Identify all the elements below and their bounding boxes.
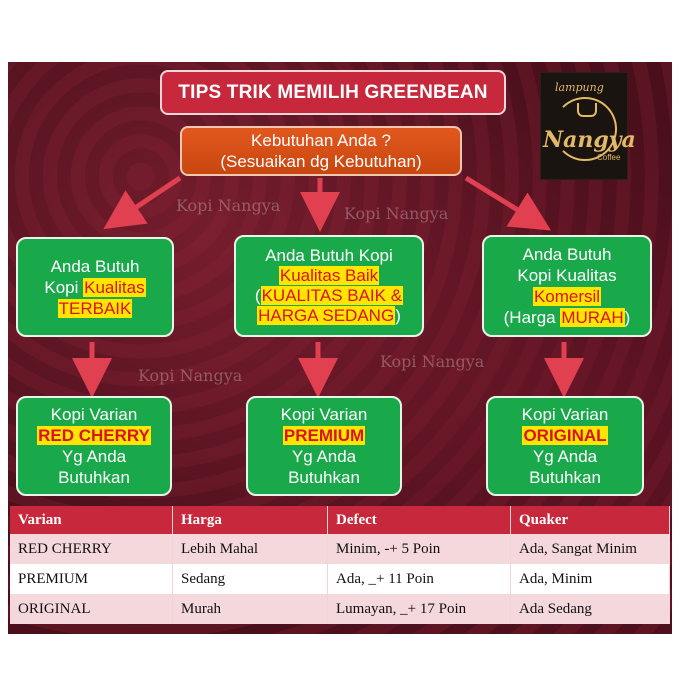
need-commercial-line2: Kopi Kualitas	[517, 266, 617, 285]
highlight: Kualitas	[84, 277, 145, 297]
need-good-line4-text: )	[395, 306, 401, 325]
arrow-need-to-right	[466, 178, 534, 220]
highlight: ORIGINAL	[523, 426, 607, 445]
table-cell: PREMIUM	[10, 564, 173, 594]
table-cell: Ada Sedang	[511, 594, 670, 624]
highlight: MURAH	[561, 308, 624, 327]
comparison-table	[10, 506, 670, 624]
logo-sub: Coffee	[597, 153, 621, 162]
variant-line3: Yg Anda	[291, 447, 357, 466]
watermark: Kopi Nangya	[176, 196, 281, 215]
need-commercial-line4	[484, 307, 650, 328]
variant-line3: Yg Anda	[532, 447, 598, 466]
need-good-line1: Anda Butuh Kopi	[265, 246, 393, 265]
variant-line2	[488, 425, 642, 446]
column-header: Quaker	[511, 506, 670, 534]
watermark: Kopi Nangya	[380, 352, 485, 371]
column-header: Harga	[173, 506, 328, 534]
variant-line2	[18, 425, 170, 446]
variant-line4: Butuhkan	[58, 468, 130, 487]
need-box-commercial	[482, 235, 652, 337]
highlight: PREMIUM	[283, 426, 365, 445]
need-line1: Kebutuhan Anda ?	[251, 131, 391, 150]
variant-line1: Kopi Varian	[280, 405, 368, 424]
need-commercial-line4-close: )	[624, 308, 631, 327]
table-cell: Murah	[173, 594, 328, 624]
table-cell: Sedang	[173, 564, 328, 594]
variant-line4: Butuhkan	[529, 468, 601, 487]
need-best-line3	[18, 298, 172, 319]
table-cell: Ada, Sangat Minim	[511, 534, 670, 564]
watermark: Kopi Nangya	[138, 366, 243, 385]
need-good-line4	[236, 306, 422, 326]
variant-box-red-cherry	[16, 396, 172, 496]
logo-brand: Nangya	[543, 127, 636, 153]
table-row	[10, 594, 670, 624]
need-commercial-line1: Anda Butuh	[522, 245, 612, 264]
table-row	[10, 564, 670, 594]
need-good-line3	[236, 286, 422, 306]
table-row	[10, 534, 670, 564]
need-best-line2	[18, 277, 172, 298]
logo-top-text: lampung	[555, 81, 604, 94]
highlight: Kualitas Baik	[279, 266, 379, 285]
table-cell: Ada, Minim	[511, 564, 670, 594]
table-cell: ORIGINAL	[10, 594, 173, 624]
variant-line1: Kopi Varian	[50, 405, 138, 424]
variant-box-original	[486, 396, 644, 496]
table-header-row	[10, 506, 670, 534]
highlight: Komersil	[533, 287, 601, 306]
variant-box-premium	[246, 396, 402, 496]
table-cell: Lumayan, _+ 17 Poin	[328, 594, 511, 624]
variant-line3: Yg Anda	[61, 447, 127, 466]
table-cell: RED CHERRY	[10, 534, 173, 564]
variant-line1: Kopi Varian	[521, 405, 609, 424]
highlight: RED CHERRY	[38, 426, 150, 445]
column-header: Varian	[10, 506, 173, 534]
table-cell: Ada, _+ 11 Poin	[328, 564, 511, 594]
table-cell: Minim, -+ 5 Poin	[328, 534, 511, 564]
column-header: Defect	[328, 506, 511, 534]
need-box-best	[16, 237, 174, 337]
need-commercial-line4-text: (Harga	[503, 308, 561, 327]
arrow-need-to-left	[120, 178, 180, 218]
need-good-line2	[236, 266, 422, 286]
need-line2: (Sesuaikan dg Kebutuhan)	[220, 152, 422, 171]
highlight: HARGA SEDANG	[258, 306, 395, 325]
need-box-good	[234, 235, 424, 337]
title-text: TIPS TRIK MEMILIH GREENBEAN	[178, 81, 488, 103]
highlight: KUALITAS BAIK &	[261, 286, 403, 305]
watermark: Kopi Nangya	[344, 204, 449, 223]
table-cell: Lebih Mahal	[173, 534, 328, 564]
need-commercial-line3	[484, 286, 650, 307]
need-good-line3-text: (	[254, 286, 261, 305]
variant-line2	[248, 425, 400, 446]
variant-line4: Butuhkan	[288, 468, 360, 487]
need-best-line2-text: Kopi	[44, 277, 84, 297]
need-best-line1: Anda Butuh	[50, 256, 140, 276]
highlight: TERBAIK	[58, 298, 132, 318]
